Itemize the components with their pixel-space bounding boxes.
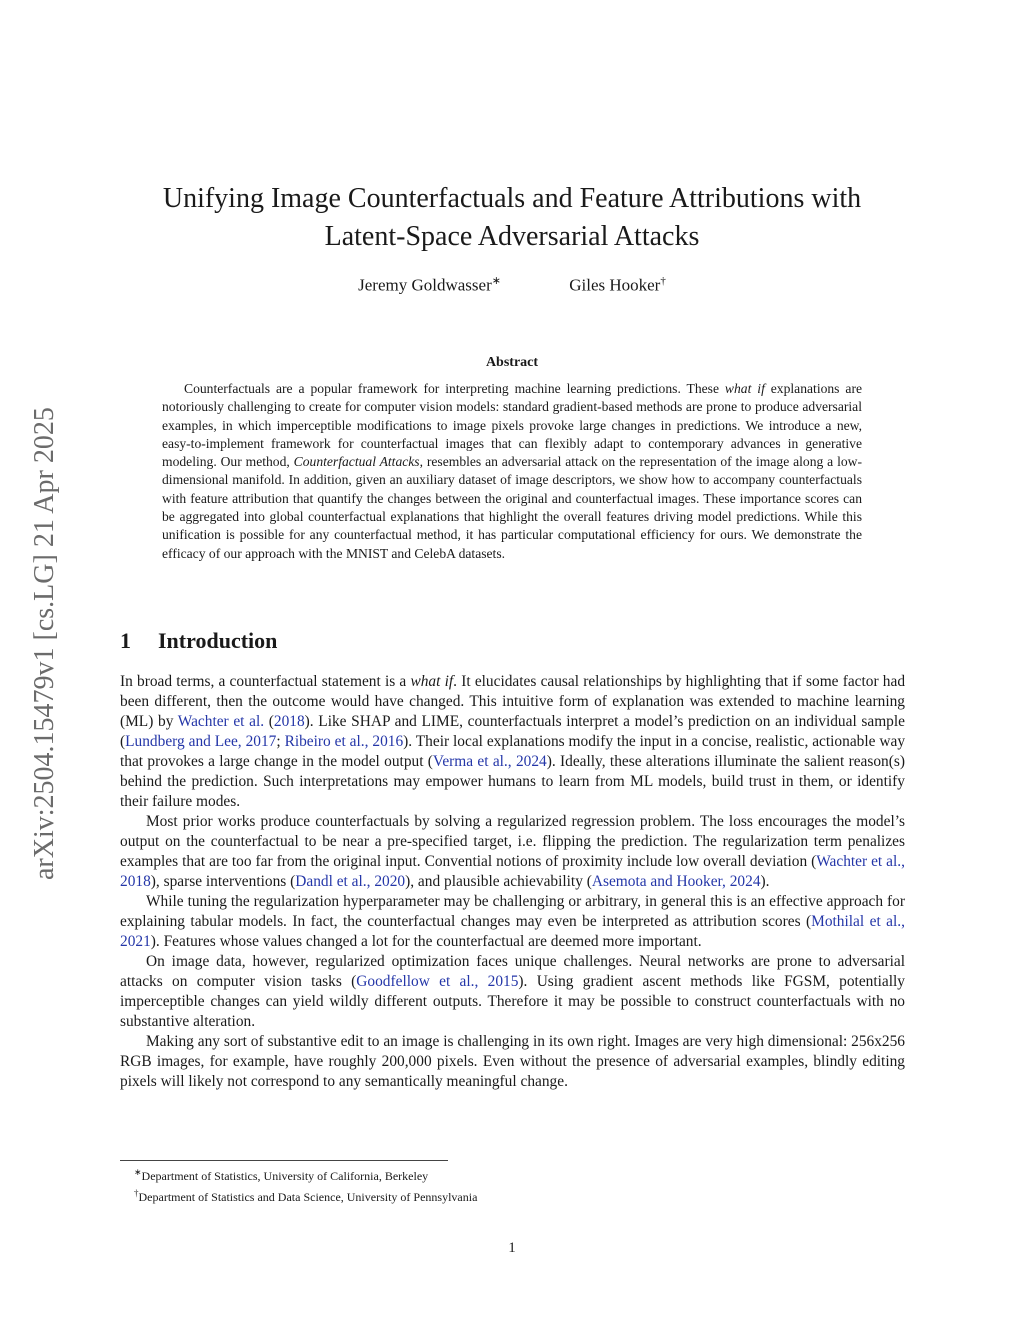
footnote: ∗Department of Statistics, University of California, Berkeley	[134, 1167, 429, 1183]
abstract-heading: Abstract	[485, 355, 539, 370]
citation-link[interactable]: Wachter et al., 2018	[120, 853, 905, 890]
section-number: 1	[120, 628, 131, 653]
citation-link[interactable]: Dandl et al., 2020	[295, 873, 406, 890]
citation-link[interactable]: Asemota and Hooker, 2024	[591, 873, 761, 890]
footnote: †Department of Statistics and Data Science, University of Pennsylvania	[134, 1188, 478, 1204]
author-2	[569, 275, 666, 296]
author-name: Jeremy Goldwasser	[358, 275, 492, 295]
abstract-text: Counterfactuals are a popular framework for interpreting machine learning predictions. These what if explanations are notoriously challenging to create for computer vision models: standard gradient-based methods are prone to produce adversarial examples, in which imperceptible modifications to image pixels provoke large changes in predictions. We introduce a new, easy-to-implement framework for counterfactual images that can flexibly adapt to contemporary advances in generative modeling. Our method, Counterfactual Attacks, resembles an adversarial attack on the representation of the image along a low-dimensional manifold. In addition, given an auxiliary dataset of image descriptors, we show how to accompany counterfactuals with feature attribution that quantify the changes between the original and counterfactual images. These importance scores can be aggregated into global counterfactual explanations that highlight the overall features driving model predictions. While this unification is possible for any counterfactual method, it has particular computational efficiency for ours. We demonstrate the efficacy of our approach with the MNIST and CelebA datasets.	[162, 381, 862, 561]
footnote-rule	[120, 1160, 448, 1161]
paper-title: Unifying Image Counterfactuals and Feature Attributions with Latent-Space Adversarial Attacks	[162, 183, 862, 252]
citation-link[interactable]: Ribeiro et al., 2016	[284, 733, 404, 750]
citation-link[interactable]: 2018	[273, 713, 305, 730]
author-list	[0, 274, 1024, 296]
paragraph: On image data, however, regularized optimization faces unique challenges. Neural networks are prone to adversarial attacks on computer vision tasks (Goodfellow et al., 2015). Using gradient ascent methods like FGSM, potentially imperceptible changes can yield wildly different outputs. Therefore it may be possible to construct counterfactuals with no substantive alteration.	[120, 953, 905, 1030]
paragraph: Most prior works produce counterfactuals by solving a regularized regression problem. The loss encourages the model’s output on the counterfactual to be near a pre-specified target, i.e. flipping the prediction. The regularization term penalizes examples that are too far from the original input. Convential notions of proximity include low overall deviation (Wachter et al., 2018), sparse interventions (Dandl et al., 2020), and plausible achievability (Asemota and Hooker, 2024).	[120, 813, 905, 890]
author-1	[358, 274, 501, 296]
citation-link[interactable]: Lundberg and Lee, 2017	[125, 733, 277, 750]
paragraph: Making any sort of substantive edit to an image is challenging in its own right. Images are very high dimensional: 256x256 RGB images, for example, have roughly 200,000 pixels. Even without the presence of adversarial examples, blindly editing pixels will likely not correspond to any semantically meaningful change.	[120, 1033, 905, 1090]
section-title: Introduction	[158, 628, 278, 653]
section-heading	[120, 628, 277, 654]
page-number: 1	[508, 1240, 516, 1256]
introduction-body	[120, 672, 905, 1092]
citation-link[interactable]: Verma et al., 2024	[432, 753, 547, 770]
citation-link[interactable]: Goodfellow et al., 2015	[356, 973, 519, 990]
paragraph: While tuning the regularization hyperparameter may be challenging or arbitrary, in general this is an effective approach for explaining tabular models. In fact, the counterfactual changes may even be interpreted as attribution scores (Mothilal et al., 2021). Features whose values changed a lot for the counterfactual are deemed more important.	[120, 893, 905, 950]
footnotes	[134, 1164, 834, 1206]
author-name: Giles Hooker	[569, 275, 661, 295]
paragraph: In broad terms, a counterfactual statement is a what if. It elucidates causal relationships by highlighting that if some factor had been different, then the outcome would have changed. This intuitive form of explanation was extended to machine learning (ML) by Wachter et al. (2018). Like SHAP and LIME, counterfactuals interpret a model’s prediction on an individual sample (Lundberg and Lee, 2017; Ribeiro et al., 2016). Their local explanations modify the input in a concise, realistic, actionable way that provokes a large change in the model output (Verma et al., 2024). Ideally, these alterations illuminate the salient reason(s) behind the prediction. Such interpretations may empower humans to learn from ML models, build trust in them, or identify their failure modes.	[120, 673, 906, 810]
citation-link[interactable]: Wachter et al.	[177, 713, 265, 730]
citation-link[interactable]: Mothilal et al., 2021	[120, 913, 905, 950]
author-mark: †	[660, 275, 666, 287]
author-mark: ∗	[491, 275, 501, 287]
arxiv-identifier: arXiv:2504.15479v1 [cs.LG] 21 Apr 2025	[29, 407, 60, 880]
